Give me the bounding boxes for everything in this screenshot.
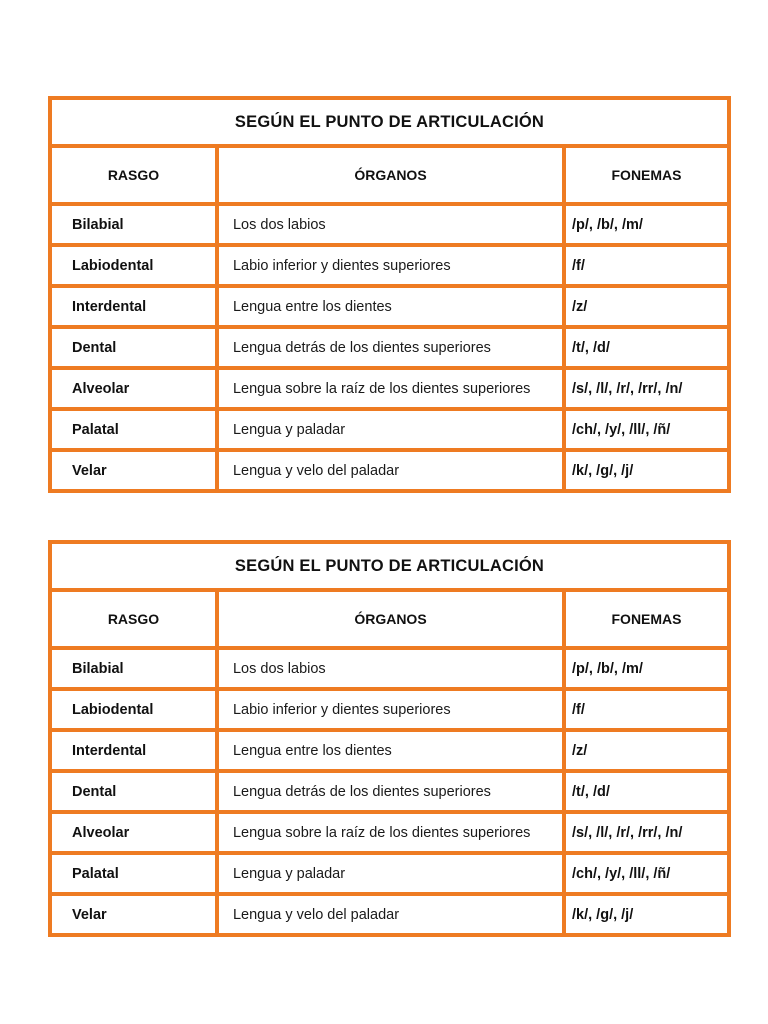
articulation-table: [48, 540, 731, 937]
rasgo-cell: Bilabial: [50, 648, 217, 689]
rasgo-cell: Alveolar: [50, 368, 217, 409]
table-row: [50, 327, 729, 368]
organos-cell: Labio inferior y dientes superiores: [217, 245, 564, 286]
rasgo-cell: Bilabial: [50, 204, 217, 245]
fonemas-cell: /z/: [564, 286, 729, 327]
fonemas-cell: /f/: [564, 245, 729, 286]
rasgo-cell: Labiodental: [50, 245, 217, 286]
organos-cell: Labio inferior y dientes superiores: [217, 689, 564, 730]
column-header-rasgo: RASGO: [50, 590, 217, 648]
articulation-table: [48, 96, 731, 493]
table-row: [50, 286, 729, 327]
fonemas-cell: /ch/, /y/, /ll/, /ñ/: [564, 853, 729, 894]
table-row: [50, 409, 729, 450]
rasgo-cell: Interdental: [50, 730, 217, 771]
organos-cell: Lengua sobre la raíz de los dientes superiores: [217, 812, 564, 853]
fonemas-cell: /k/, /g/, /j/: [564, 450, 729, 491]
table-title: SEGÚN EL PUNTO DE ARTICULACIÓN: [50, 542, 729, 590]
table-header-row: [50, 590, 729, 648]
fonemas-cell: /f/: [564, 689, 729, 730]
table-row: [50, 689, 729, 730]
fonemas-cell: /ch/, /y/, /ll/, /ñ/: [564, 409, 729, 450]
table-row: [50, 648, 729, 689]
rasgo-cell: Velar: [50, 894, 217, 935]
column-header-organos: ÓRGANOS: [217, 590, 564, 648]
organos-cell: Lengua entre los dientes: [217, 730, 564, 771]
organos-cell: Los dos labios: [217, 648, 564, 689]
table-row: [50, 450, 729, 491]
rasgo-cell: Palatal: [50, 853, 217, 894]
organos-cell: Lengua y velo del paladar: [217, 894, 564, 935]
rasgo-cell: Interdental: [50, 286, 217, 327]
rasgo-cell: Alveolar: [50, 812, 217, 853]
table-header-row: [50, 146, 729, 204]
column-header-fonemas: FONEMAS: [564, 590, 729, 648]
fonemas-cell: /p/, /b/, /m/: [564, 204, 729, 245]
organos-cell: Los dos labios: [217, 204, 564, 245]
rasgo-cell: Dental: [50, 771, 217, 812]
table-row: [50, 245, 729, 286]
column-header-organos: ÓRGANOS: [217, 146, 564, 204]
table-row: [50, 771, 729, 812]
table-title-row: [50, 542, 729, 590]
rasgo-cell: Velar: [50, 450, 217, 491]
organos-cell: Lengua detrás de los dientes superiores: [217, 771, 564, 812]
table-title-row: [50, 98, 729, 146]
column-header-rasgo: RASGO: [50, 146, 217, 204]
fonemas-cell: /s/, /l/, /r/, /rr/, /n/: [564, 812, 729, 853]
column-header-fonemas: FONEMAS: [564, 146, 729, 204]
table-title: SEGÚN EL PUNTO DE ARTICULACIÓN: [50, 98, 729, 146]
organos-cell: Lengua y paladar: [217, 853, 564, 894]
organos-cell: Lengua entre los dientes: [217, 286, 564, 327]
organos-cell: Lengua y paladar: [217, 409, 564, 450]
rasgo-cell: Dental: [50, 327, 217, 368]
table-row: [50, 730, 729, 771]
table-row: [50, 812, 729, 853]
table-row: [50, 368, 729, 409]
table-row: [50, 853, 729, 894]
rasgo-cell: Palatal: [50, 409, 217, 450]
organos-cell: Lengua detrás de los dientes superiores: [217, 327, 564, 368]
fonemas-cell: /t/, /d/: [564, 771, 729, 812]
fonemas-cell: /p/, /b/, /m/: [564, 648, 729, 689]
table-row: [50, 894, 729, 935]
table-row: [50, 204, 729, 245]
fonemas-cell: /s/, /l/, /r/, /rr/, /n/: [564, 368, 729, 409]
fonemas-cell: /z/: [564, 730, 729, 771]
organos-cell: Lengua y velo del paladar: [217, 450, 564, 491]
rasgo-cell: Labiodental: [50, 689, 217, 730]
fonemas-cell: /k/, /g/, /j/: [564, 894, 729, 935]
organos-cell: Lengua sobre la raíz de los dientes superiores: [217, 368, 564, 409]
fonemas-cell: /t/, /d/: [564, 327, 729, 368]
